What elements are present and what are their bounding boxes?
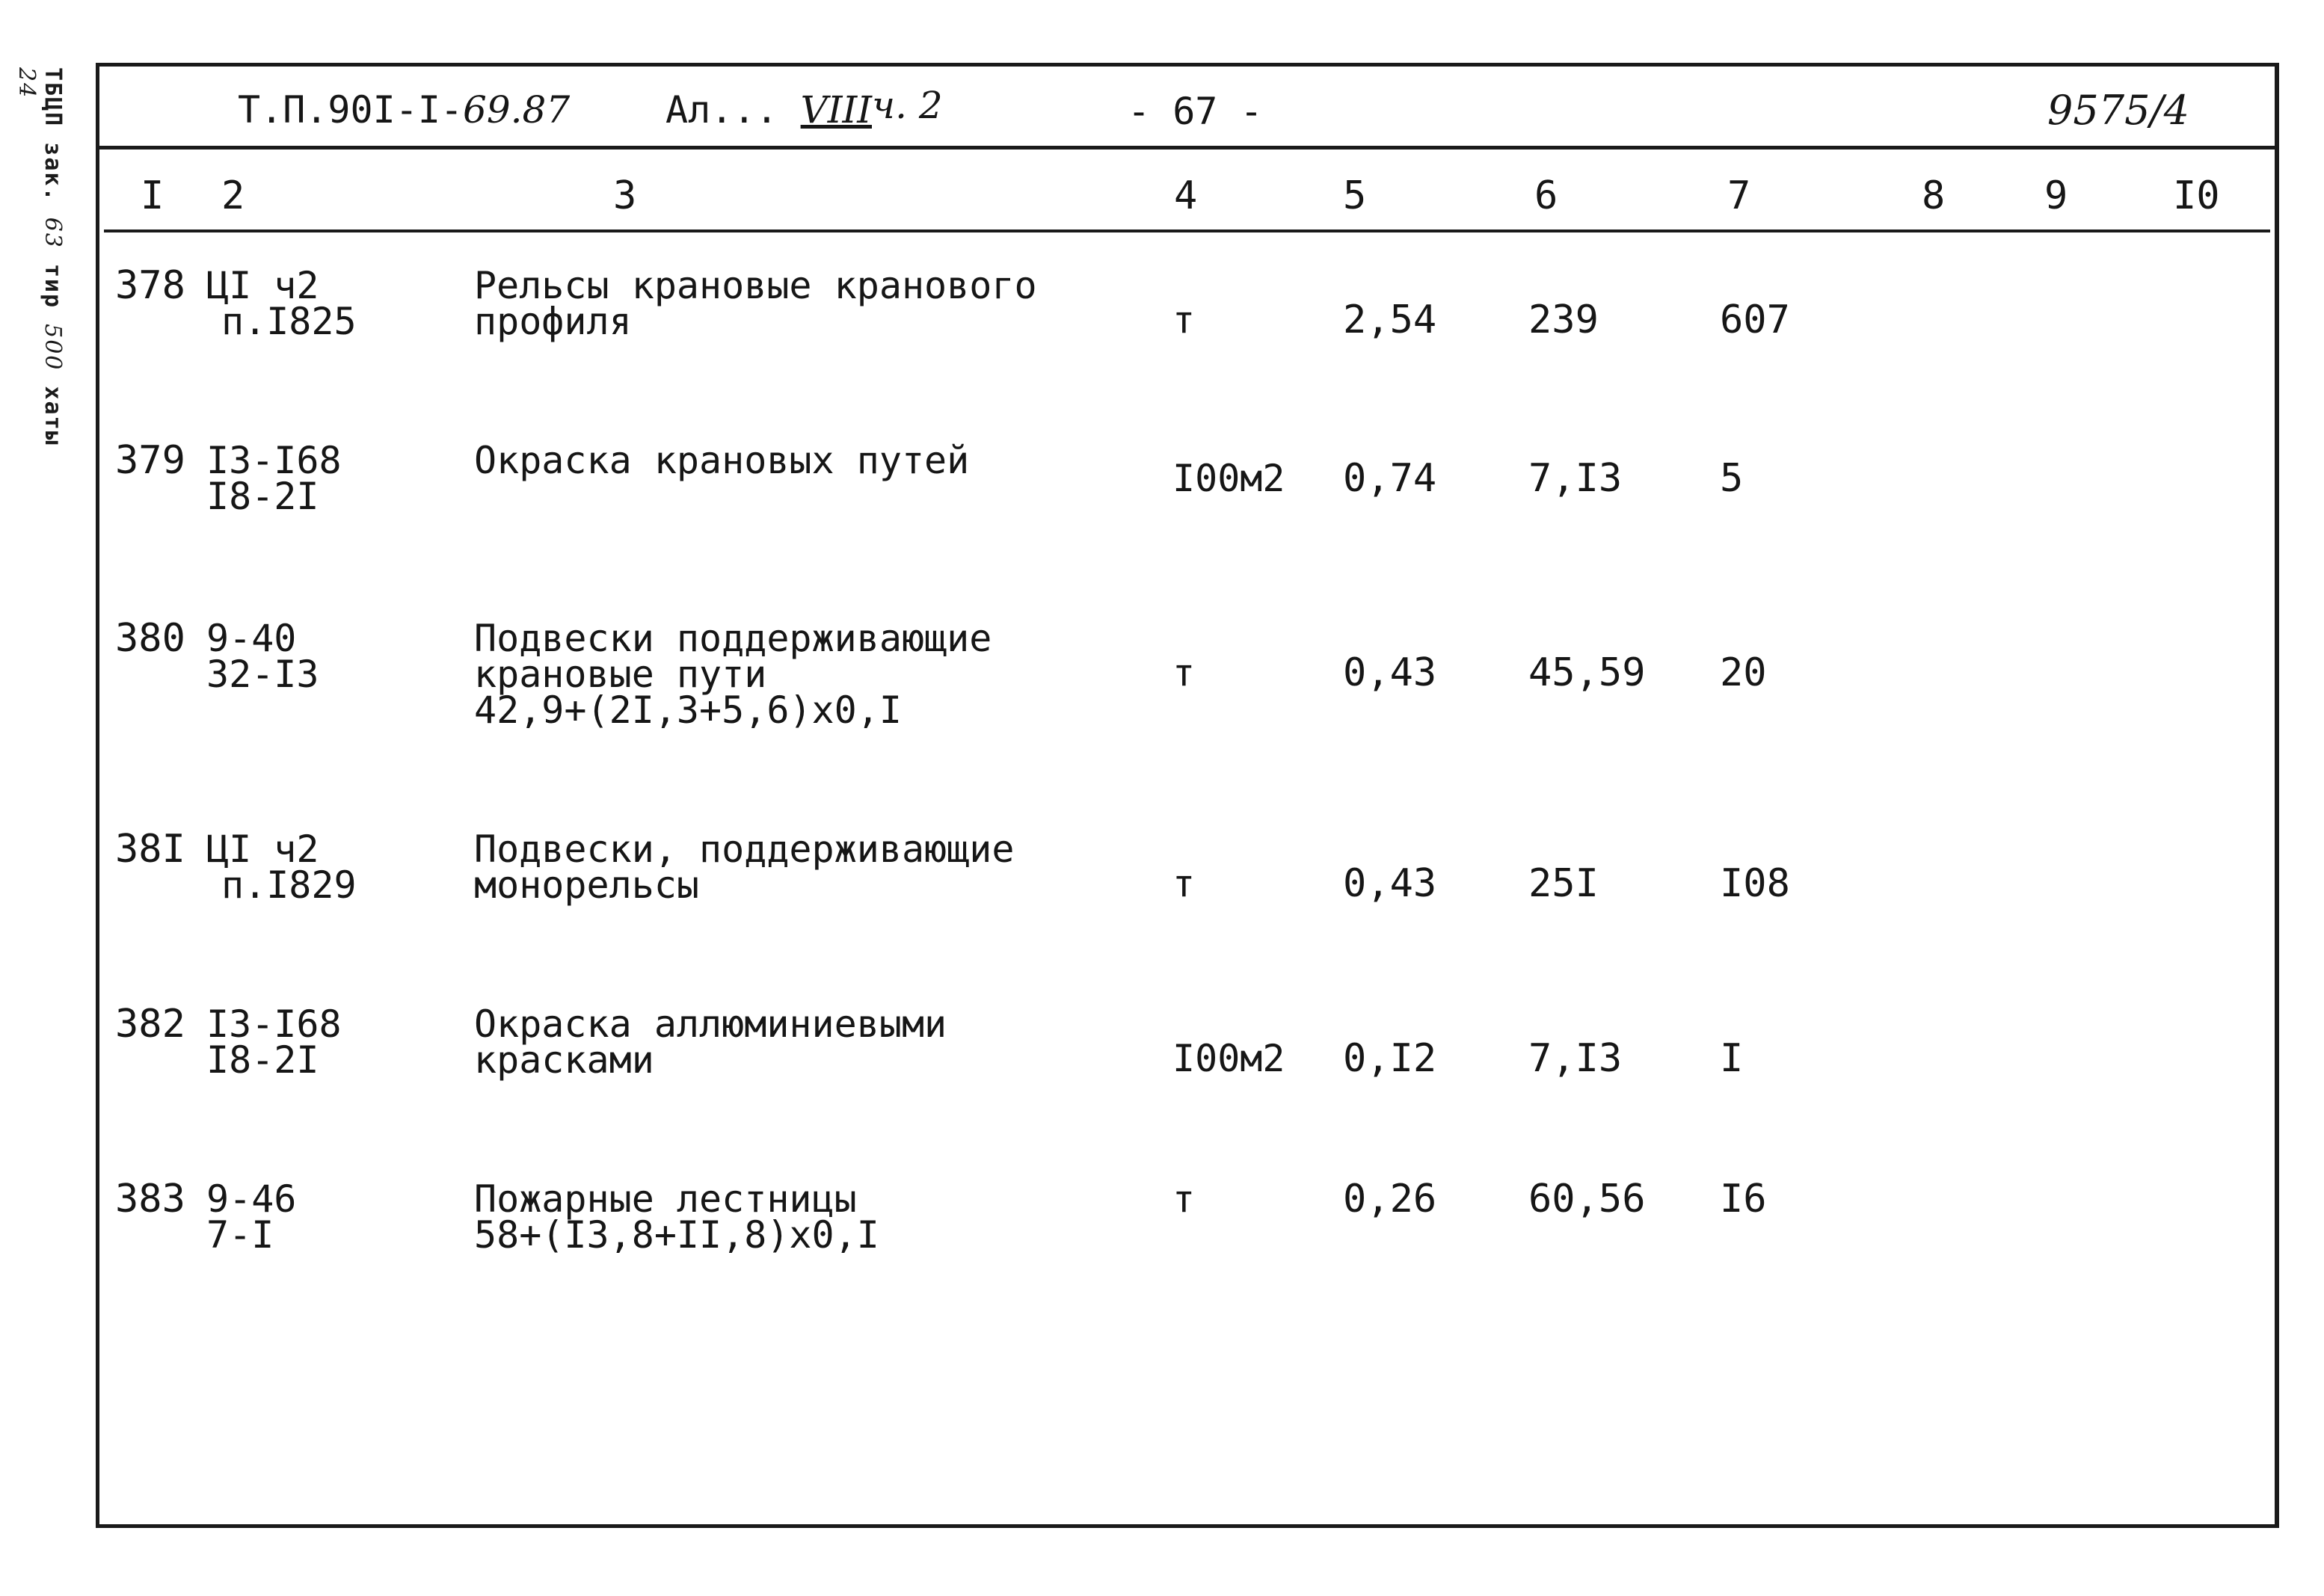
row-unit	[1172, 1177, 1196, 1221]
project-code	[238, 88, 570, 132]
row-number	[115, 1177, 185, 1221]
row-unit-price-line: 25I	[1528, 861, 1599, 906]
row-name-line: Рельсы крановые кранового	[474, 264, 1037, 307]
row-unit-price-line: 7,I3	[1528, 1036, 1623, 1081]
row-quantity	[1343, 861, 1437, 906]
row-code-line: ЦI ч2	[206, 264, 319, 307]
album-number: VIII	[800, 88, 872, 132]
row-quantity-line: 2,54	[1343, 298, 1437, 342]
row-code-line: 9-46	[206, 1177, 297, 1221]
stamp-handwritten-a: 63	[40, 217, 66, 249]
row-unit	[1172, 862, 1196, 905]
row-unit-price-line: 7,I3	[1528, 456, 1623, 501]
row-total-line: I	[1720, 1036, 1744, 1081]
row-name-line: Подвески, поддерживающие	[474, 828, 1015, 871]
row-unit-price	[1528, 861, 1599, 906]
row-unit-line: т	[1172, 651, 1196, 694]
row-unit-price-line: 239	[1528, 298, 1599, 342]
row-total	[1720, 861, 1790, 906]
row-unit-price-line: 45,59	[1528, 650, 1646, 695]
row-code	[206, 617, 319, 696]
project-code-handwritten: 69.87	[463, 88, 571, 132]
column-number-8: 8	[1922, 173, 1946, 218]
row-quantity-line: 0,43	[1343, 861, 1437, 906]
row-code-line: I3-I68	[206, 439, 342, 482]
row-quantity-line: 0,26	[1343, 1177, 1437, 1221]
page-number: - 67 -	[1128, 90, 1263, 133]
row-number-line: 378	[115, 263, 185, 308]
row-total	[1720, 650, 1767, 695]
row-unit	[1172, 1037, 1285, 1080]
row-number-line: 383	[115, 1177, 185, 1221]
column-number-5: 5	[1343, 173, 1367, 218]
row-code-line: 9-40	[206, 617, 297, 660]
row-quantity-line: 0,I2	[1343, 1036, 1437, 1081]
row-quantity	[1343, 1177, 1437, 1221]
album-label-text: Ал...	[665, 88, 778, 132]
row-code	[206, 264, 357, 343]
column-number-1: I	[141, 173, 165, 218]
row-number-line: 379	[115, 438, 185, 483]
row-unit	[1172, 457, 1285, 500]
side-stamp	[13, 67, 66, 486]
row-unit-line: I00м2	[1172, 457, 1285, 500]
stamp-handwritten-c: 24	[13, 67, 40, 99]
row-name	[474, 828, 1015, 907]
row-name-line: Подвески поддерживающие	[474, 617, 992, 660]
row-unit	[1172, 298, 1196, 342]
row-unit	[1172, 651, 1196, 694]
column-number-2: 2	[221, 173, 245, 218]
row-name-line: Пожарные лестницы	[474, 1177, 857, 1221]
row-total-line: 20	[1720, 650, 1767, 695]
row-quantity-line: 0,74	[1343, 456, 1437, 501]
row-code-line: 7-I	[206, 1213, 274, 1257]
column-number-3: 3	[613, 173, 637, 218]
row-unit-price	[1528, 1036, 1623, 1081]
row-unit-line: т	[1172, 1177, 1196, 1221]
row-unit-price	[1528, 298, 1599, 342]
project-code-printed: Т.П.90I-I-	[238, 88, 464, 132]
archive-number: 9575/4	[2047, 87, 2189, 134]
row-name	[474, 1177, 879, 1257]
row-number	[115, 438, 185, 483]
row-unit-price	[1528, 650, 1646, 695]
column-number-9: 9	[2044, 173, 2068, 218]
row-number	[115, 616, 185, 661]
row-code-line: I8-2I	[206, 1038, 319, 1082]
column-number-4: 4	[1174, 173, 1198, 218]
stamp-printed-b: тир	[40, 263, 66, 309]
row-name-line: Окраска аллюминиевыми	[474, 1002, 947, 1046]
row-total	[1720, 1036, 1744, 1081]
stamp-printed-c: хаты	[40, 386, 66, 446]
row-name-line: Окраска крановых путей	[474, 439, 970, 482]
column-header-divider	[104, 229, 2270, 232]
row-number-line: 380	[115, 616, 185, 661]
row-name	[474, 1002, 947, 1082]
row-quantity	[1343, 456, 1437, 501]
row-total	[1720, 1177, 1767, 1221]
column-number-10: I0	[2173, 173, 2220, 218]
row-total-line: 5	[1720, 456, 1744, 501]
stamp-handwritten-b: 500	[40, 324, 66, 372]
row-number-line: 38I	[115, 827, 185, 872]
row-quantity	[1343, 650, 1437, 695]
row-name-line: 42,9+(2I,3+5,6)х0,I	[474, 688, 902, 732]
row-name-line: красками	[474, 1038, 654, 1082]
row-total	[1720, 456, 1744, 501]
row-quantity	[1343, 298, 1437, 342]
row-code-line: п.I825	[221, 300, 357, 343]
row-quantity-line: 0,43	[1343, 650, 1437, 695]
table-frame	[96, 63, 2279, 1528]
row-code-line: I3-I68	[206, 1002, 342, 1046]
row-number-line: 382	[115, 1002, 185, 1047]
row-code	[206, 1002, 342, 1082]
row-code-line: ЦI ч2	[206, 828, 319, 871]
album-label	[665, 88, 872, 132]
row-name-line: монорельсы	[474, 863, 700, 907]
row-name-line: крановые пути	[474, 653, 767, 696]
row-unit-line: I00м2	[1172, 1037, 1285, 1080]
column-number-7: 7	[1727, 173, 1751, 218]
row-total	[1720, 298, 1790, 342]
row-quantity	[1343, 1036, 1437, 1081]
row-unit-line: т	[1172, 298, 1196, 342]
row-name-line: 58+(I3,8+II,8)х0,I	[474, 1213, 879, 1257]
stamp-printed-a: ТБЦП зак.	[40, 67, 66, 203]
row-code-line: п.I829	[221, 863, 357, 907]
row-name-line: профиля	[474, 300, 632, 343]
row-total-line: 607	[1720, 298, 1790, 342]
row-name	[474, 264, 1037, 343]
row-code	[206, 1177, 297, 1257]
row-number	[115, 827, 185, 872]
column-number-6: 6	[1534, 173, 1558, 218]
part-number: ч. 2	[872, 84, 943, 127]
row-name	[474, 439, 970, 482]
header-divider	[99, 146, 2275, 150]
row-number	[115, 263, 185, 308]
row-total-line: I08	[1720, 861, 1790, 906]
row-code-line: 32-I3	[206, 653, 319, 696]
row-unit-price	[1528, 456, 1623, 501]
row-code	[206, 439, 342, 518]
row-unit-price	[1528, 1177, 1646, 1221]
row-number	[115, 1002, 185, 1047]
row-total-line: I6	[1720, 1177, 1767, 1221]
row-unit-line: т	[1172, 862, 1196, 905]
row-code-line: I8-2I	[206, 475, 319, 518]
row-code	[206, 828, 357, 907]
row-name	[474, 617, 992, 732]
row-unit-price-line: 60,56	[1528, 1177, 1646, 1221]
